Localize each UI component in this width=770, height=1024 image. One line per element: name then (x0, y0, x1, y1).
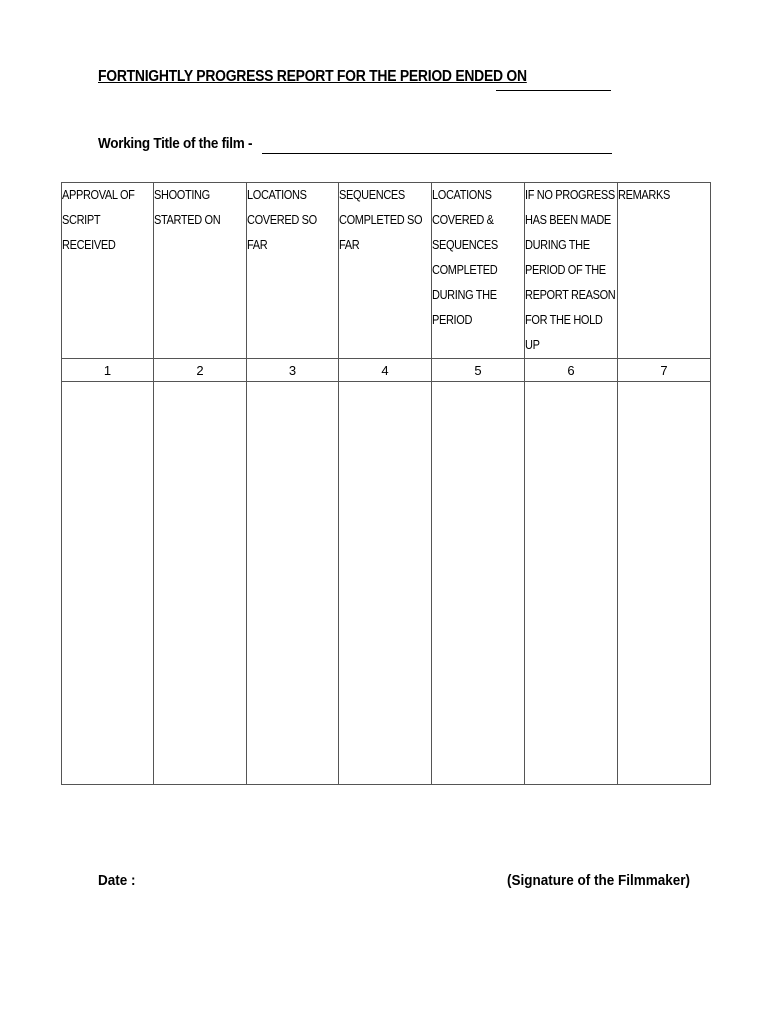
entry-cell-hold-up-reason[interactable] (525, 382, 618, 785)
working-title-label: Working Title of the film - (98, 135, 253, 152)
column-header-shooting: SHOOTING STARTED ON (154, 183, 247, 359)
column-header-hold-up-reason: IF NO PROGRESS HAS BEEN MADE DURING THE PERIOD OF THE REPORT REASON FOR THE HOLD UP (525, 183, 618, 359)
column-number: 2 (154, 359, 247, 382)
report-title-row (98, 68, 618, 94)
progress-table (61, 182, 711, 785)
column-header-locations: LOCATIONS COVERED SO FAR (247, 183, 339, 359)
column-number: 7 (618, 359, 711, 382)
column-header-sequences: SEQUENCES COMPLETED SO FAR (339, 183, 432, 359)
working-title-row (98, 135, 618, 159)
signature-label: (Signature of the Filmmaker) (507, 872, 691, 889)
column-number: 6 (525, 359, 618, 382)
entry-cell-remarks[interactable] (618, 382, 711, 785)
entry-cell-locations[interactable] (247, 382, 339, 785)
working-title-blank[interactable] (262, 153, 612, 154)
entry-cell-period-progress[interactable] (432, 382, 525, 785)
table-entry-row (62, 382, 711, 785)
date-label: Date : (98, 872, 136, 889)
column-number: 3 (247, 359, 339, 382)
table-header-row (62, 183, 711, 359)
entry-cell-approval[interactable] (62, 382, 154, 785)
column-number-row (62, 359, 711, 382)
entry-cell-shooting[interactable] (154, 382, 247, 785)
column-number: 5 (432, 359, 525, 382)
column-number: 1 (62, 359, 154, 382)
column-header-period-progress: LOCATIONS COVERED & SEQUENCES COMPLETED DURING THE PERIOD (432, 183, 525, 359)
column-number: 4 (339, 359, 432, 382)
entry-cell-sequences[interactable] (339, 382, 432, 785)
column-header-approval: APPROVAL OF SCRIPT RECEIVED (62, 183, 154, 359)
report-title: FORTNIGHTLY PROGRESS REPORT FOR THE PERIOD ENDED ON (98, 68, 527, 85)
period-end-date-blank[interactable] (496, 90, 611, 91)
column-header-remarks: REMARKS (618, 183, 711, 359)
